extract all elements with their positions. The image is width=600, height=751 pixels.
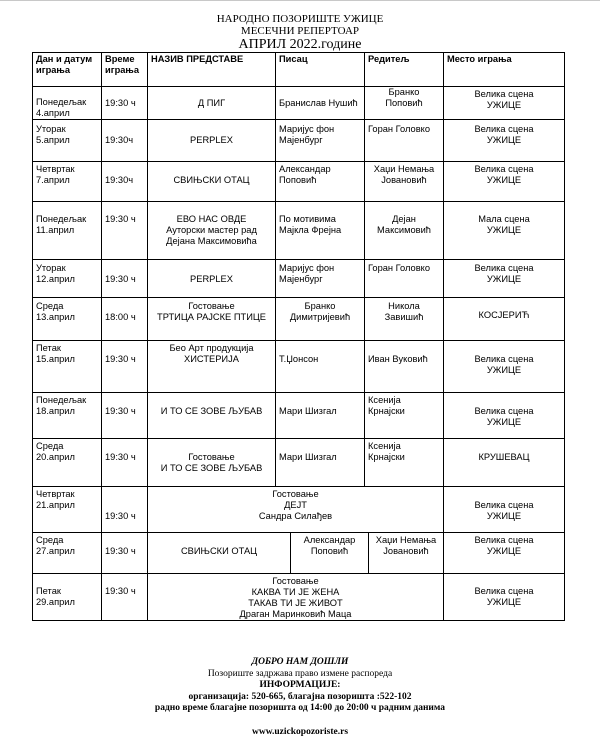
day-cell: Четвртак 21.април — [33, 487, 102, 533]
day-cell: Понедељак 18.април — [33, 393, 102, 439]
director-cell: Ксенија Крнајски — [365, 439, 444, 487]
author-cell: Бранко Димитријевић — [276, 298, 365, 341]
venue-cell: Велика сцена УЖИЦЕ — [444, 574, 565, 621]
venue-cell: Велика сцена УЖИЦЕ — [444, 393, 565, 439]
document-footer — [0, 657, 600, 738]
show-cell: Гостовање И ТО СЕ ЗОВЕ ЉУБАВ — [148, 439, 276, 487]
table-row — [33, 202, 565, 260]
director-cell: Бранко Поповић — [365, 87, 444, 120]
author-cell: Маријус фон Мајенбург — [276, 260, 365, 298]
repertoire-table — [32, 52, 565, 621]
day-cell: Среда 13.април — [33, 298, 102, 341]
window-top-border — [0, 0, 600, 1]
show-cell: ЕВО НАС ОВДЕ Ауторски мастер рад Дејана Максимовића — [148, 202, 276, 260]
day-cell: Четвртак 7.април — [33, 162, 102, 202]
author-cell: Мари Шизгал — [276, 439, 365, 487]
time-cell: 19:30 ч — [102, 202, 148, 260]
show-cell: СВИЊСКИ ОТАЦ — [148, 533, 291, 573]
time-cell: 19:30 ч — [102, 574, 148, 621]
day-cell: Понедељак 4.април — [33, 87, 102, 120]
month-title: АПРИЛ 2022.године — [238, 37, 362, 52]
theatre-name: НАРОДНО ПОЗОРИШТЕ УЖИЦЕ — [216, 13, 384, 25]
header-time: Време играња — [102, 53, 148, 87]
day-cell: Уторак 5.април — [33, 120, 102, 162]
time-cell: 19:30 ч — [102, 341, 148, 393]
day-cell: Понедељак 11.април — [33, 202, 102, 260]
director-cell: Хаџи Немања Јовановић — [375, 535, 437, 556]
table-header-row — [33, 53, 565, 87]
venue-cell: Велика сцена УЖИЦЕ — [444, 341, 565, 393]
day-cell: Петак 15.април — [33, 341, 102, 393]
table-row — [33, 260, 565, 298]
venue-cell: Велика сцена УЖИЦЕ — [444, 487, 565, 533]
venue-cell: Велика сцена УЖИЦЕ — [444, 260, 565, 298]
show-cell: Гостовање ДЕЈТ Сандра Силађев — [148, 487, 444, 533]
header-director: Редитељ — [365, 53, 444, 87]
info-heading: ИНФОРМАЦИЈЕ: — [259, 680, 341, 690]
table-row — [33, 162, 565, 202]
author-cell: По мотивима Мајкла Фрејна — [276, 202, 365, 260]
time-cell: 19:30 ч — [102, 487, 148, 533]
time-cell: 18:00 ч — [102, 298, 148, 341]
venue-cell: КРУШЕВАЦ — [444, 439, 565, 487]
author-cell: Александар Поповић — [276, 162, 365, 202]
header-show: НАЗИВ ПРЕДСТАВЕ — [148, 53, 276, 87]
author-cell: Т.Џонсон — [276, 341, 365, 393]
document-header — [0, 13, 600, 52]
venue-cell: Велика сцена УЖИЦЕ — [444, 533, 565, 574]
director-cell: Ксенија Крнајски — [365, 393, 444, 439]
show-cell: PERPLEX — [148, 120, 276, 162]
author-cell: Мари Шизгал — [276, 393, 365, 439]
director-cell: Горан Головко — [365, 260, 444, 298]
table-row — [33, 120, 565, 162]
header-day: Дан и датум играња — [33, 53, 102, 87]
show-cell: И ТО СЕ ЗОВЕ ЉУБАВ — [148, 393, 276, 439]
table-row — [33, 533, 565, 574]
show-cell: PERPLEX — [148, 260, 276, 298]
table-row — [33, 574, 565, 621]
venue-cell: Велика сцена УЖИЦЕ — [444, 162, 565, 202]
author-cell: Александар Поповић — [291, 533, 369, 573]
show-author-director-cell — [148, 533, 444, 574]
table-row — [33, 298, 565, 341]
day-cell: Петак 29.април — [33, 574, 102, 621]
website-link[interactable]: www.uzickopozoriste.rs — [251, 726, 349, 737]
header-author: Писац — [276, 53, 365, 87]
director-cell: Дејан Максимовић — [365, 202, 444, 260]
show-cell: Бео Арт продукција ХИСТЕРИЈА — [148, 341, 276, 393]
day-cell: Среда 27.април — [33, 533, 102, 574]
show-cell: СВИЊСКИ ОТАЦ — [148, 162, 276, 202]
venue-cell: Мала сцена УЖИЦЕ — [444, 202, 565, 260]
director-cell: Хаџи Немања Јовановић — [365, 162, 444, 202]
venue-cell: Велика сцена УЖИЦЕ — [444, 120, 565, 162]
show-cell: Д ПИГ — [148, 87, 276, 120]
day-cell: Уторак 12.април — [33, 260, 102, 298]
time-cell: 19:30 ч — [102, 439, 148, 487]
repertoire-subtitle: МЕСЕЧНИ РЕПЕРТОАР — [240, 25, 360, 37]
author-cell: Маријус фон Мајенбург — [276, 120, 365, 162]
venue-cell: КОСЈЕРИЋ — [444, 298, 565, 341]
time-cell: 19:30 ч — [102, 533, 148, 574]
director-cell: Никола Завишић — [365, 298, 444, 341]
table-row — [33, 393, 565, 439]
author-cell: Бранислав Нушић — [276, 87, 365, 120]
table-row — [33, 87, 565, 120]
day-cell: Среда 20.април — [33, 439, 102, 487]
change-note: Позориште задржава право измене распореда — [207, 668, 393, 679]
phone-numbers: организација: 520-665, благајна позоришта :522-102 — [188, 691, 412, 702]
show-cell: Гостовање КАКВА ТИ ЈЕ ЖЕНА ТАКАВ ТИ ЈЕ ЖИВОТ Драган Маринковић Маца — [148, 574, 444, 621]
table-row — [33, 341, 565, 393]
time-cell: 19:30 ч — [102, 393, 148, 439]
director-cell: Иван Вуковић — [365, 341, 444, 393]
table-row — [33, 487, 565, 533]
venue-cell: Велика сцена УЖИЦЕ — [444, 87, 565, 120]
table-row — [33, 439, 565, 487]
header-venue: Место играња — [444, 53, 565, 87]
time-cell: 19:30 ч — [102, 260, 148, 298]
time-cell: 19:30 ч — [102, 87, 148, 120]
time-cell: 19:30ч — [102, 162, 148, 202]
welcome-text: ДОБРО НАМ ДОШЛИ — [251, 657, 349, 667]
time-cell: 19:30ч — [102, 120, 148, 162]
box-office-hours: радно време благајне позоришта од 14:00 до 20:00 ч радним данима — [154, 703, 446, 713]
show-cell: Гостовање ТРТИЦА РАЈСКЕ ПТИЦЕ — [148, 298, 276, 341]
director-cell: Горан Головко — [365, 120, 444, 162]
